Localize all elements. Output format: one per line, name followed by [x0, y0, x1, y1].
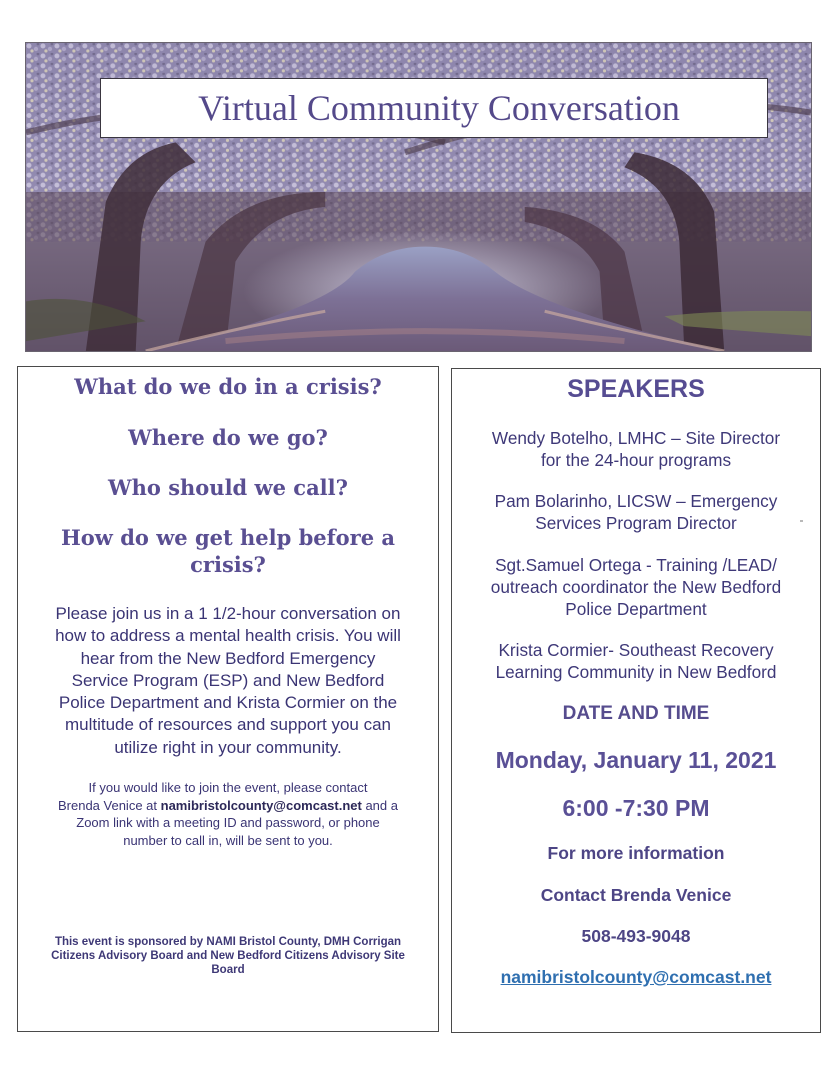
- contact-name: Contact Brenda Venice: [540, 885, 732, 905]
- description-line: Police Department and Krista Cormier on the: [58, 693, 398, 713]
- description-line: hear from the New Bedford Emergency: [80, 648, 376, 668]
- description-line: multitude of resources and support you can: [64, 715, 392, 735]
- join-instructions: [18, 779, 438, 849]
- speaker-line: Learning Community in New Bedford: [495, 662, 777, 682]
- description-line: how to address a mental health crisis. You will: [55, 626, 401, 646]
- question-how-line1: How do we get help before a: [60, 525, 396, 550]
- speakers-heading: SPEAKERS: [567, 375, 705, 403]
- join-line: If you would like to join the event, please contact: [88, 780, 368, 795]
- speaker-krista-cormier: [452, 639, 820, 683]
- more-info-label: For more information: [547, 843, 725, 863]
- join-line: number to call in, will be sent to you.: [123, 832, 333, 848]
- event-questions-panel: [17, 366, 439, 1032]
- question-who: Who should we call?: [108, 475, 348, 500]
- description-line: Service Program (ESP) and New Bedford: [71, 670, 385, 690]
- contact-phone: 508-493-9048: [581, 926, 691, 946]
- speaker-line: Wendy Botelho, LMHC – Site Director: [491, 428, 781, 448]
- sponsor-line: This event is sponsored by NAMI Bristol County, DMH Corrigan: [54, 936, 402, 948]
- join-line: Zoom link with a meeting ID and password, or phone: [76, 815, 380, 830]
- question-how-line2: crisis?: [190, 552, 266, 577]
- speaker-samuel-ortega: [452, 554, 820, 620]
- description-line: utilize right in your community.: [114, 737, 342, 757]
- sponsor-note: [18, 935, 438, 977]
- join-line: [18, 797, 438, 815]
- speaker-line: Services Program Director: [535, 513, 737, 533]
- join-line-prefix: Brenda Venice at: [57, 797, 161, 813]
- speaker-line: Pam Bolarinho, LICSW – Emergency: [494, 491, 778, 511]
- event-description: [18, 603, 438, 759]
- event-date: Monday, January 11, 2021: [495, 747, 777, 773]
- speaker-line: Police Department: [565, 599, 707, 619]
- speaker-line: Sgt.Samuel Ortega - Training /LEAD/: [495, 555, 777, 575]
- contact-email-link[interactable]: namibristolcounty@comcast.net: [500, 967, 772, 987]
- speaker-line: for the 24-hour programs: [540, 450, 732, 470]
- join-email-link[interactable]: namibristolcounty@comcast.net: [160, 797, 362, 813]
- speaker-wendy-botelho: [452, 427, 820, 471]
- question-where: Where do we go?: [128, 425, 328, 450]
- sponsor-line: Citizens Advisory Board and New Bedford Citizens Advisory Site: [51, 950, 405, 962]
- question-crisis: What do we do in a crisis?: [74, 374, 382, 399]
- title-banner: [100, 78, 768, 138]
- scan-speck: [800, 520, 803, 522]
- event-time: 6:00 -7:30 PM: [562, 795, 710, 821]
- speakers-panel: [451, 368, 821, 1033]
- speaker-pam-bolarinho: [452, 490, 820, 534]
- date-time-heading: DATE AND TIME: [562, 703, 710, 724]
- description-line: Please join us in a 1 1/2-hour conversation on: [55, 604, 401, 623]
- speaker-line: Krista Cormier- Southeast Recovery: [498, 640, 774, 660]
- join-line-suffix: and a: [361, 797, 398, 813]
- sponsor-line: Board: [211, 964, 245, 976]
- speaker-line: outreach coordinator the New Bedford: [490, 577, 782, 597]
- page-title: Virtual Community Conversation: [198, 88, 680, 128]
